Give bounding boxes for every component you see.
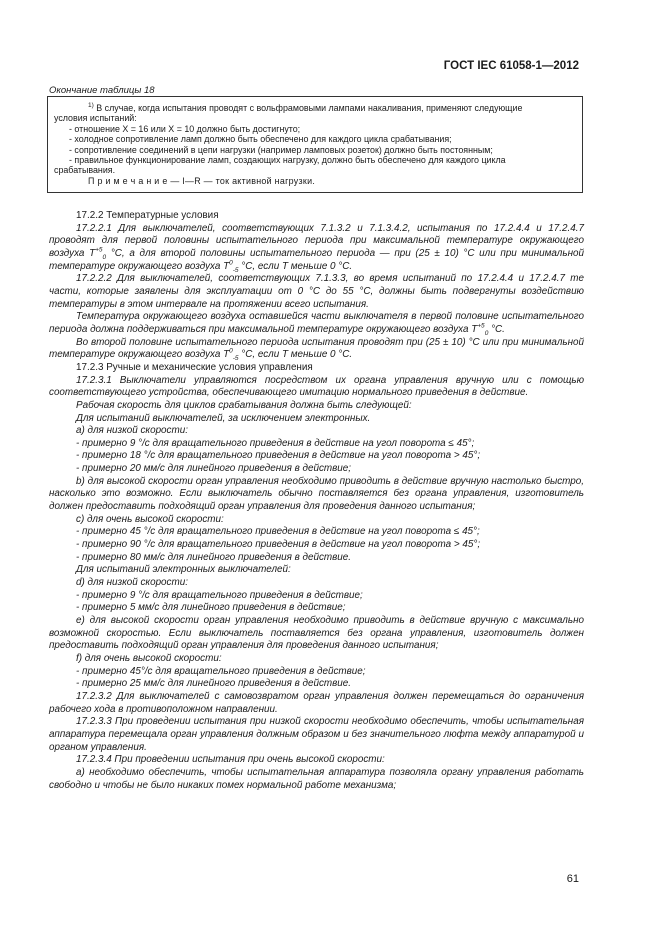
note-item: срабатывания.	[54, 165, 116, 176]
table-continuation-label: Окончание таблицы 18	[49, 85, 155, 96]
paragraph: b) для высокой скорости орган управления необходимо приводить в действие вручную настолько быстро, насколько это возможно. Если выключатель обычно поставляется без органа управления, изготовитель должен предоставить подходящий орган управления для проведения данного испытания;	[49, 475, 584, 513]
note-item: - холодное сопротивление ламп должно быть обеспечено для каждого цикла срабатывания;	[69, 134, 452, 145]
list-heading: c) для очень высокой скорости:	[76, 513, 224, 525]
list-item: - примерно 25 мм/с для линейного приведения в действие.	[76, 678, 352, 690]
note-primechanie: П р и м е ч а н и е — I—R — ток активной нагрузки.	[88, 175, 316, 186]
paragraph: Рабочая скорость для циклов срабатывания должна быть следующей:	[76, 399, 412, 411]
paragraph: Во второй половине испытательного периода испытания проводят при (25 ± 10) °С или при минимальной температуре окружающего воздуха $Т^0_{-5}$ °С, если Т меньше 0 °С.	[49, 336, 584, 363]
list-item: - примерно 9 °/с для вращательного приведения в действие на угол поворота ≤ 45°;	[76, 437, 475, 449]
list-item: - примерно 80 мм/с для линейного приведения в действие.	[76, 551, 352, 563]
paragraph: e) для высокой скорости орган управления необходимо приводить в действие вручную с максимально возможной скоростью. Если выключатель поставляется без органа управления, изготовитель должен предоставить подходящий орган управления для проведения данного испытания;	[49, 615, 584, 652]
list-item: - примерно 9 °/с для вращательного приведения в действие;	[76, 589, 363, 601]
paragraph: 17.2.2.1 Для выключателей, соответствующих 7.1.3.2 и 7.1.3.4.2, испытания по 17.2.4.4 и 17.2.4.7 проводят для первой половины испытательного периода при максимальной температуре окружающего воздуха $Т^{+5}_0$ °С, а для второй половины испытательного периода — при (25 ± 10) °С или при минимальной температуре окружающего воздуха $Т^0_{-5}$ °С, если Т меньше 0 °С.	[49, 222, 584, 274]
paragraph: 17.2.3.2 Для выключателей с самовозвратом орган управления должен перемещаться до ограничения рабочего хода в противоположном направлении.	[49, 690, 584, 715]
paragraph: 17.2.3.4 При проведении испытания при очень высокой скорости:	[76, 754, 385, 766]
paragraph: Температура окружающего воздуха оставшейся части выключателя в первой половине испытательного периода должна поддерживаться при максимальной температуре окружающего воздуха $Т^{+5}_0$ °С.	[49, 311, 584, 337]
page-number: 61	[566, 873, 579, 885]
section-heading: 17.2.2 Температурные условия	[76, 210, 219, 221]
note-box	[47, 96, 583, 193]
paragraph: a) необходимо обеспечить, чтобы испытательная аппаратура позволяла органу управления работать свободно и чтобы не было никаких помех нормальной работе механизма;	[49, 766, 584, 791]
list-heading: f) для очень высокой скорости:	[76, 652, 222, 664]
section-heading: 17.2.3 Ручные и механические условия управления	[76, 361, 313, 373]
footnote-mark: 1)	[88, 102, 94, 110]
list-item: - примерно 5 мм/с для линейного приведения в действие;	[76, 602, 346, 614]
main-text	[49, 210, 584, 792]
paragraph: 17.2.2.2 Для выключателей, соответствующих 7.1.3.3, во время испытаний по 17.2.4.4 и 17.2.4.7 те части, которые заявлены для эксплуатации от 0 °С до 55 °С, должны быть подвергнуты воздействию температуры в этом интервале на протяжении всего испытания.	[49, 273, 584, 310]
list-item: - примерно 45°/с для вращательного приведения в действие;	[76, 665, 366, 677]
paragraph: Для испытаний электронных выключателей:	[76, 564, 291, 576]
note-footnote-line	[54, 103, 574, 113]
list-item: - примерно 20 мм/с для линейного приведения в действие;	[76, 463, 352, 475]
list-item: - примерно 18 °/с для вращательного приведения в действие на угол поворота > 45°;	[76, 450, 481, 462]
paragraph: 17.2.3.3 При проведении испытания при низкой скорости необходимо обеспечить, чтобы испытательная аппаратура перемещала орган управления должным образом и без значительного люфта между аппаратурой и органом управления.	[49, 716, 584, 753]
list-heading: d) для низкой скорости:	[76, 577, 188, 589]
list-item: - примерно 90 °/с для вращательного приведения в действие на угол поворота > 45°;	[76, 539, 481, 551]
note-item: - сопротивление соединений в цепи нагрузки (например ламповых розеток) должно быть постоянным;	[69, 144, 493, 155]
note-item: - правильное функционирование ламп, создающих нагрузку, должно быть обеспечено для каждого цикла	[69, 155, 506, 166]
note-line: условия испытаний:	[54, 113, 137, 124]
paragraph: 17.2.3.1 Выключатели управляются посредством их органа управления вручную или с помощью соответствующего устройства, обеспечивающего имитацию нормального приведения в действие.	[49, 374, 584, 399]
paragraph: Для испытаний выключателей, за исключением электронных.	[76, 412, 371, 424]
note-line: В случае, когда испытания проводят с вольфрамовыми лампами накаливания, применяют следующие	[96, 103, 523, 113]
list-heading: a) для низкой скорости:	[76, 425, 188, 437]
list-item: - примерно 45 °/с для вращательного приведения в действие на угол поворота ≤ 45°;	[76, 526, 480, 538]
note-item: - отношение X = 16 или X = 10 должно быть достигнуто;	[69, 123, 301, 134]
document-header: ГОСТ IEC 61058-1—2012	[443, 60, 579, 72]
